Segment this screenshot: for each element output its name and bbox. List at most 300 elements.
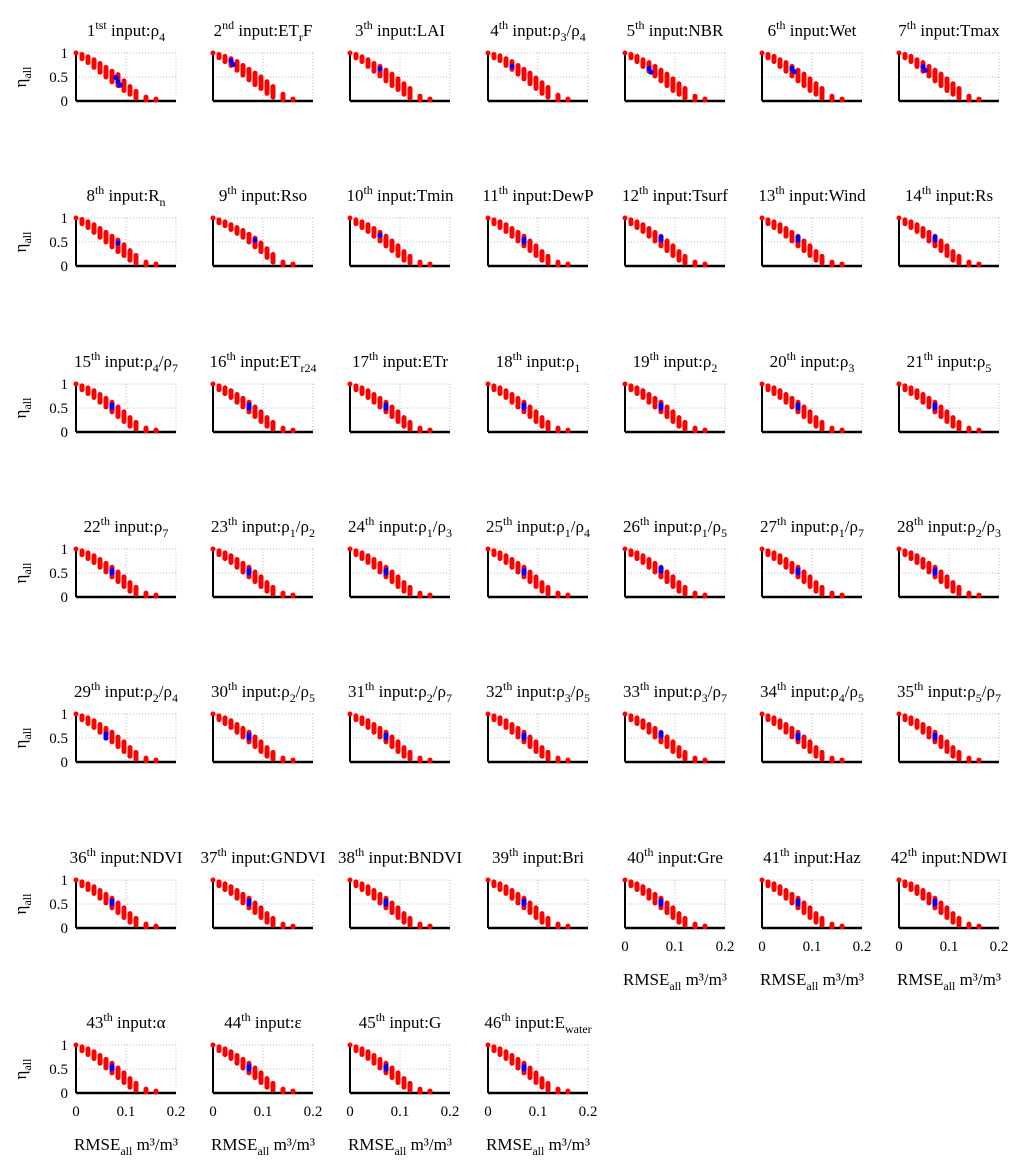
- title-superscript: th: [228, 514, 238, 528]
- highlight-point: [795, 901, 800, 906]
- title-subscript: 2: [152, 691, 159, 705]
- chart-panel: [211, 514, 315, 597]
- x-axis-label: [486, 1135, 590, 1158]
- title-superscript: th: [640, 514, 650, 528]
- x-tick-label: 0: [72, 1104, 80, 1120]
- y-tick-label: 1: [60, 1038, 68, 1054]
- y-tick-label: 0.5: [49, 731, 68, 747]
- title-subscript: 2: [289, 691, 296, 705]
- title-text: /ρ: [707, 517, 721, 536]
- x-axis-label-sub: all: [532, 1144, 545, 1158]
- x-axis-label-sub: all: [120, 1144, 133, 1158]
- y-tick-label: 1: [60, 707, 68, 723]
- title-text: 15: [74, 352, 92, 371]
- y-axis-label-main: η: [11, 78, 30, 88]
- panel-title: [768, 18, 857, 40]
- highlight-point: [932, 735, 937, 740]
- title-subscript: 3: [848, 361, 855, 375]
- highlight-point: [109, 570, 114, 575]
- panel-title: [891, 845, 1008, 867]
- title-text: 20: [769, 352, 787, 371]
- title-text: 24: [348, 517, 366, 536]
- title-text: input:Rso: [236, 186, 308, 205]
- title-superscript: th: [91, 349, 101, 363]
- title-text: input:ρ: [374, 517, 427, 536]
- title-text: 18: [495, 352, 513, 371]
- title-text: 26: [623, 517, 641, 536]
- title-text: 2: [213, 21, 223, 40]
- title-subscript: 4: [583, 526, 590, 540]
- title-text: input:NBR: [644, 21, 724, 40]
- x-tick-label: 0.2: [303, 1104, 323, 1120]
- highlight-point: [109, 901, 114, 906]
- title-superscript: th: [786, 349, 796, 363]
- y-axis-label: [11, 397, 34, 419]
- y-tick-label: 0: [60, 259, 68, 275]
- title-text: input:ρ: [374, 682, 427, 701]
- highlight-point: [109, 405, 114, 410]
- chart-panel: [348, 514, 452, 597]
- title-superscript: th: [100, 514, 110, 528]
- highlight-point: [117, 83, 122, 88]
- x-tick-label: 0.2: [440, 1104, 460, 1120]
- title-text: 45: [358, 1013, 376, 1032]
- title-text: /ρ: [295, 517, 309, 536]
- highlight-point: [932, 570, 937, 575]
- title-subscript: 5: [720, 526, 727, 540]
- highlight-point: [658, 733, 663, 738]
- title-text: input:Tmax: [916, 21, 1000, 40]
- highlight-point: [103, 735, 108, 740]
- x-axis-label-unit: m³/m³: [955, 970, 1001, 989]
- chart-panel: [11, 349, 178, 441]
- title-superscript: th: [776, 18, 786, 32]
- title-text: input:ET: [235, 352, 301, 371]
- highlight-point: [521, 405, 526, 410]
- chart-panel: [338, 845, 462, 928]
- highlight-point: [658, 568, 663, 573]
- highlight-point: [246, 570, 251, 575]
- chart-panel: [488, 18, 588, 101]
- highlight-point: [246, 735, 251, 740]
- title-subscript: 4: [159, 30, 166, 44]
- title-text: 36: [69, 848, 87, 867]
- chart-panel: [11, 679, 178, 771]
- title-text: input:ρ: [923, 682, 976, 701]
- chart-panel: [346, 1010, 459, 1158]
- highlight-point: [795, 570, 800, 575]
- title-text: input:ρ: [786, 517, 839, 536]
- title-text: 35: [897, 682, 915, 701]
- panel-title: [348, 679, 452, 705]
- panel-title: [214, 18, 313, 44]
- y-axis-label-sub: all: [20, 66, 34, 79]
- panel-title: [484, 1010, 591, 1036]
- title-text: 29: [74, 682, 92, 701]
- title-superscript: th: [363, 18, 373, 32]
- x-tick-label: 0.1: [253, 1104, 273, 1120]
- highlight-point: [658, 901, 663, 906]
- title-text: 8: [86, 186, 95, 205]
- title-text: /ρ: [981, 517, 995, 536]
- title-superscript: th: [498, 18, 509, 32]
- x-tick-label: 0: [209, 1104, 217, 1120]
- y-axis-label: [11, 727, 34, 749]
- highlight-point: [383, 570, 388, 575]
- title-text: input:ρ: [795, 352, 849, 371]
- title-superscript: th: [649, 349, 659, 363]
- chart-panel: [11, 514, 176, 606]
- title-text: /ρ: [570, 682, 584, 701]
- chart-panel: [762, 18, 862, 101]
- x-axis-label: [348, 1135, 452, 1158]
- panel-title: [897, 514, 1001, 540]
- title-text: 30: [211, 682, 229, 701]
- title-text: 1: [86, 21, 96, 40]
- x-axis-label-sub: all: [806, 979, 819, 993]
- title-superscript: th: [509, 845, 519, 859]
- highlight-point: [377, 233, 382, 238]
- title-text: input:Rs: [931, 186, 994, 205]
- highlight-point: [246, 901, 251, 906]
- title-text: input:ρ: [100, 682, 153, 701]
- title-subscript: 7: [857, 526, 864, 540]
- y-tick-label: 1: [60, 542, 68, 558]
- title-text: input:ρ: [237, 682, 290, 701]
- y-axis-label-main: η: [11, 409, 30, 419]
- title-subscript: water: [565, 1022, 592, 1036]
- title-text: /ρ: [432, 682, 446, 701]
- title-superscript: th: [354, 845, 365, 859]
- title-superscript: th: [644, 845, 654, 859]
- title-text: input:Wet: [785, 21, 857, 40]
- title-subscript: 7: [994, 691, 1001, 705]
- chart-panel: [346, 183, 454, 266]
- title-superscript: th: [635, 18, 645, 32]
- panel-title: [338, 845, 462, 867]
- title-subscript: 2: [711, 361, 718, 375]
- title-text: F: [302, 21, 313, 40]
- title-superscript: th: [228, 679, 238, 693]
- x-tick-label: 0.1: [116, 1104, 136, 1120]
- x-axis-label-main: RMSE: [74, 1135, 121, 1154]
- title-superscript: th: [86, 845, 96, 859]
- x-axis-label-unit: m³/m³: [269, 1135, 315, 1154]
- title-subscript: 1: [289, 526, 296, 540]
- title-text: 44: [224, 1013, 242, 1032]
- title-subscript: 5: [857, 691, 864, 705]
- chart-panel: [213, 183, 313, 266]
- title-text: input:ρ: [649, 517, 702, 536]
- title-text: input:ρ: [658, 352, 712, 371]
- y-tick-label: 0.5: [49, 897, 68, 913]
- chart-panel: [209, 349, 316, 432]
- chart-panel: [211, 679, 315, 762]
- x-axis-label-unit: m³/m³: [818, 970, 864, 989]
- x-tick-label: 0.2: [166, 1104, 186, 1120]
- title-subscript: 4: [171, 691, 178, 705]
- title-subscript: 5: [583, 691, 590, 705]
- panel-title: [898, 18, 1000, 40]
- panel-title: [490, 18, 585, 44]
- title-text: /ρ: [570, 517, 584, 536]
- title-text: input:ρ: [521, 352, 575, 371]
- title-subscript: n: [159, 195, 166, 209]
- x-tick-label: 0.2: [989, 939, 1009, 955]
- title-text: 38: [337, 848, 355, 867]
- chart-panel: [898, 18, 1000, 101]
- title-subscript: 4: [579, 30, 586, 44]
- title-text: input:DewP: [508, 186, 594, 205]
- y-axis-label: [11, 893, 34, 915]
- title-text: 7: [898, 21, 907, 40]
- x-axis-label: [623, 970, 727, 993]
- title-superscript: th: [921, 183, 932, 197]
- title-superscript: th: [640, 679, 650, 693]
- title-subscript: 4: [152, 361, 159, 375]
- panel-title: [359, 1010, 442, 1032]
- title-text: 16: [209, 352, 227, 371]
- panel-title: [355, 18, 445, 40]
- chart-panel: [899, 183, 999, 266]
- title-superscript: th: [368, 349, 379, 363]
- title-superscript: th: [91, 679, 101, 693]
- title-text: input:LAI: [372, 21, 446, 40]
- highlight-point: [252, 237, 257, 242]
- panel-title: [74, 349, 178, 375]
- panel-title: [84, 514, 169, 540]
- chart-panel: [623, 679, 727, 762]
- y-tick-label: 0.5: [49, 566, 68, 582]
- title-text: input:ETr: [378, 352, 449, 371]
- x-tick-label: 0.2: [852, 939, 872, 955]
- x-axis-label: [74, 1135, 178, 1158]
- chart-panel: [488, 349, 588, 432]
- x-tick-label: 0.1: [528, 1104, 548, 1120]
- title-superscript: th: [777, 679, 787, 693]
- title-superscript: th: [226, 349, 236, 363]
- title-subscript: 1: [701, 526, 708, 540]
- title-subscript: 5: [308, 691, 315, 705]
- title-text: input:ρ: [649, 682, 702, 701]
- chart-panel: [486, 514, 590, 597]
- highlight-point: [246, 405, 251, 410]
- x-axis-label-unit: m³/m³: [132, 1135, 178, 1154]
- title-subscript: 3: [564, 691, 571, 705]
- title-text: 27: [760, 517, 778, 536]
- panel-title: [905, 183, 993, 205]
- title-text: 21: [906, 352, 924, 371]
- title-text: input:E: [510, 1013, 565, 1032]
- y-axis-label-sub: all: [20, 1058, 34, 1071]
- panel-title: [633, 349, 718, 375]
- title-text: 34: [760, 682, 778, 701]
- y-tick-label: 0.5: [49, 70, 68, 86]
- x-axis-label-main: RMSE: [623, 970, 670, 989]
- chart-panel: [209, 1010, 322, 1158]
- title-superscript: th: [777, 514, 787, 528]
- title-text: /ρ: [158, 352, 172, 371]
- title-text: input:GNDVI: [226, 848, 326, 867]
- title-text: 23: [211, 517, 229, 536]
- title-superscript: th: [639, 183, 649, 197]
- y-axis-label-main: η: [11, 243, 30, 253]
- title-text: input:ET: [234, 21, 299, 40]
- title-subscript: 1: [838, 526, 845, 540]
- x-axis-label: [211, 1135, 315, 1158]
- title-text: /ρ: [566, 21, 580, 40]
- x-tick-label: 0: [758, 939, 766, 955]
- title-subscript: 1: [426, 526, 433, 540]
- y-tick-label: 0: [60, 755, 68, 771]
- chart-panel: [200, 845, 325, 928]
- title-text: input:ρ: [508, 21, 561, 40]
- panel-title: [209, 349, 316, 375]
- chart-panel: [213, 18, 313, 101]
- title-text: input:ρ: [106, 21, 160, 40]
- x-tick-label: 0: [621, 939, 629, 955]
- panel-title: [482, 183, 593, 205]
- panel-title: [622, 183, 728, 205]
- panel-title: [348, 514, 452, 540]
- x-tick-label: 0.1: [665, 939, 685, 955]
- x-tick-label: 0: [346, 1104, 354, 1120]
- panel-title: [492, 845, 584, 867]
- title-superscript: th: [217, 845, 227, 859]
- x-axis-label-main: RMSE: [211, 1135, 258, 1154]
- title-subscript: 2: [426, 691, 433, 705]
- title-subscript: 3: [994, 526, 1001, 540]
- title-superscript: th: [906, 18, 917, 32]
- y-tick-label: 0: [60, 1086, 68, 1102]
- y-axis-label-main: η: [11, 574, 30, 584]
- highlight-point: [658, 237, 663, 242]
- title-text: /ρ: [158, 682, 172, 701]
- title-text: 37: [200, 848, 218, 867]
- title-text: input:Gre: [653, 848, 723, 867]
- y-axis-label-sub: all: [20, 231, 34, 244]
- highlight-point: [521, 239, 526, 244]
- chart-panel: [762, 349, 862, 432]
- title-superscript: th: [365, 514, 375, 528]
- title-text: 9: [218, 186, 228, 205]
- y-tick-label: 1: [60, 377, 68, 393]
- y-axis-label-sub: all: [20, 893, 34, 906]
- y-axis-label: [11, 562, 34, 584]
- chart-panel: [758, 845, 871, 993]
- y-tick-label: 0.5: [49, 401, 68, 417]
- title-superscript: th: [227, 183, 237, 197]
- chart-panel: [897, 514, 1001, 597]
- panel-title: [74, 679, 178, 705]
- title-text: input:ρ: [923, 517, 976, 536]
- title-text: input:Tsurf: [648, 186, 728, 205]
- title-text: input:NDWI: [917, 848, 1008, 867]
- title-text: input:ρ: [512, 517, 565, 536]
- panel-title: [219, 183, 307, 205]
- title-subscript: 7: [162, 526, 169, 540]
- y-axis-label-sub: all: [20, 562, 34, 575]
- title-text: 4: [490, 21, 499, 40]
- title-superscript: th: [103, 1010, 113, 1024]
- panel-title: [763, 845, 861, 867]
- title-text: 6: [767, 21, 777, 40]
- chart-panel: [625, 349, 725, 432]
- title-superscript: th: [914, 679, 924, 693]
- highlight-point: [383, 735, 388, 740]
- chart-panel: [11, 845, 183, 937]
- chart-panel: [350, 18, 450, 101]
- title-subscript: 1: [574, 361, 581, 375]
- y-axis-label: [11, 231, 34, 253]
- chart-panel: [758, 183, 866, 266]
- title-superscript: th: [498, 183, 509, 197]
- panel-title: [224, 1010, 301, 1032]
- title-superscript: th: [512, 349, 522, 363]
- title-superscript: th: [503, 514, 513, 528]
- y-tick-label: 1: [60, 873, 68, 889]
- title-text: input:ρ: [109, 517, 163, 536]
- title-text: input:Wind: [784, 186, 866, 205]
- title-text: input:ρ: [932, 352, 986, 371]
- y-axis-label-main: η: [11, 1070, 30, 1080]
- x-axis-label-sub: all: [943, 979, 956, 993]
- title-superscript: th: [241, 1010, 251, 1024]
- title-superscript: th: [363, 183, 373, 197]
- title-text: 5: [626, 21, 636, 40]
- highlight-point: [658, 405, 663, 410]
- chart-panel: [897, 679, 1001, 762]
- x-axis-label-sub: all: [394, 1144, 407, 1158]
- panel-title: [496, 349, 581, 375]
- y-tick-label: 0: [60, 590, 68, 606]
- title-text: input:Tmin: [372, 186, 454, 205]
- highlight-point: [795, 405, 800, 410]
- x-tick-label: 0.1: [390, 1104, 410, 1120]
- x-tick-label: 0.2: [578, 1104, 598, 1120]
- chart-panel: [488, 845, 588, 928]
- title-text: 41: [763, 848, 781, 867]
- panel-title: [486, 679, 590, 705]
- title-superscript: tst: [95, 18, 107, 32]
- title-superscript: th: [914, 514, 924, 528]
- title-superscript: th: [375, 1010, 386, 1024]
- chart-panel: [348, 679, 452, 762]
- chart-panel: [622, 183, 728, 266]
- title-text: input:ε: [250, 1013, 302, 1032]
- title-text: input:BNDVI: [364, 848, 463, 867]
- y-axis-label-main: η: [11, 905, 30, 915]
- panel-title: [87, 18, 165, 44]
- y-axis-label: [11, 66, 34, 88]
- x-axis-label-unit: m³/m³: [406, 1135, 452, 1154]
- y-tick-label: 0.5: [49, 235, 68, 251]
- panel-title: [897, 679, 1001, 705]
- title-text: 40: [627, 848, 645, 867]
- highlight-point: [230, 62, 235, 67]
- title-text: 31: [348, 682, 366, 701]
- highlight-point: [383, 1066, 388, 1071]
- highlight-point: [932, 237, 937, 242]
- panel-title: [211, 514, 315, 540]
- chart-panel: [760, 679, 864, 762]
- title-subscript: r: [298, 30, 303, 44]
- highlight-point: [922, 68, 927, 73]
- chart-panel: [625, 18, 725, 101]
- highlight-point: [509, 64, 514, 69]
- panel-title: [86, 1010, 165, 1032]
- x-axis-label: [897, 970, 1001, 993]
